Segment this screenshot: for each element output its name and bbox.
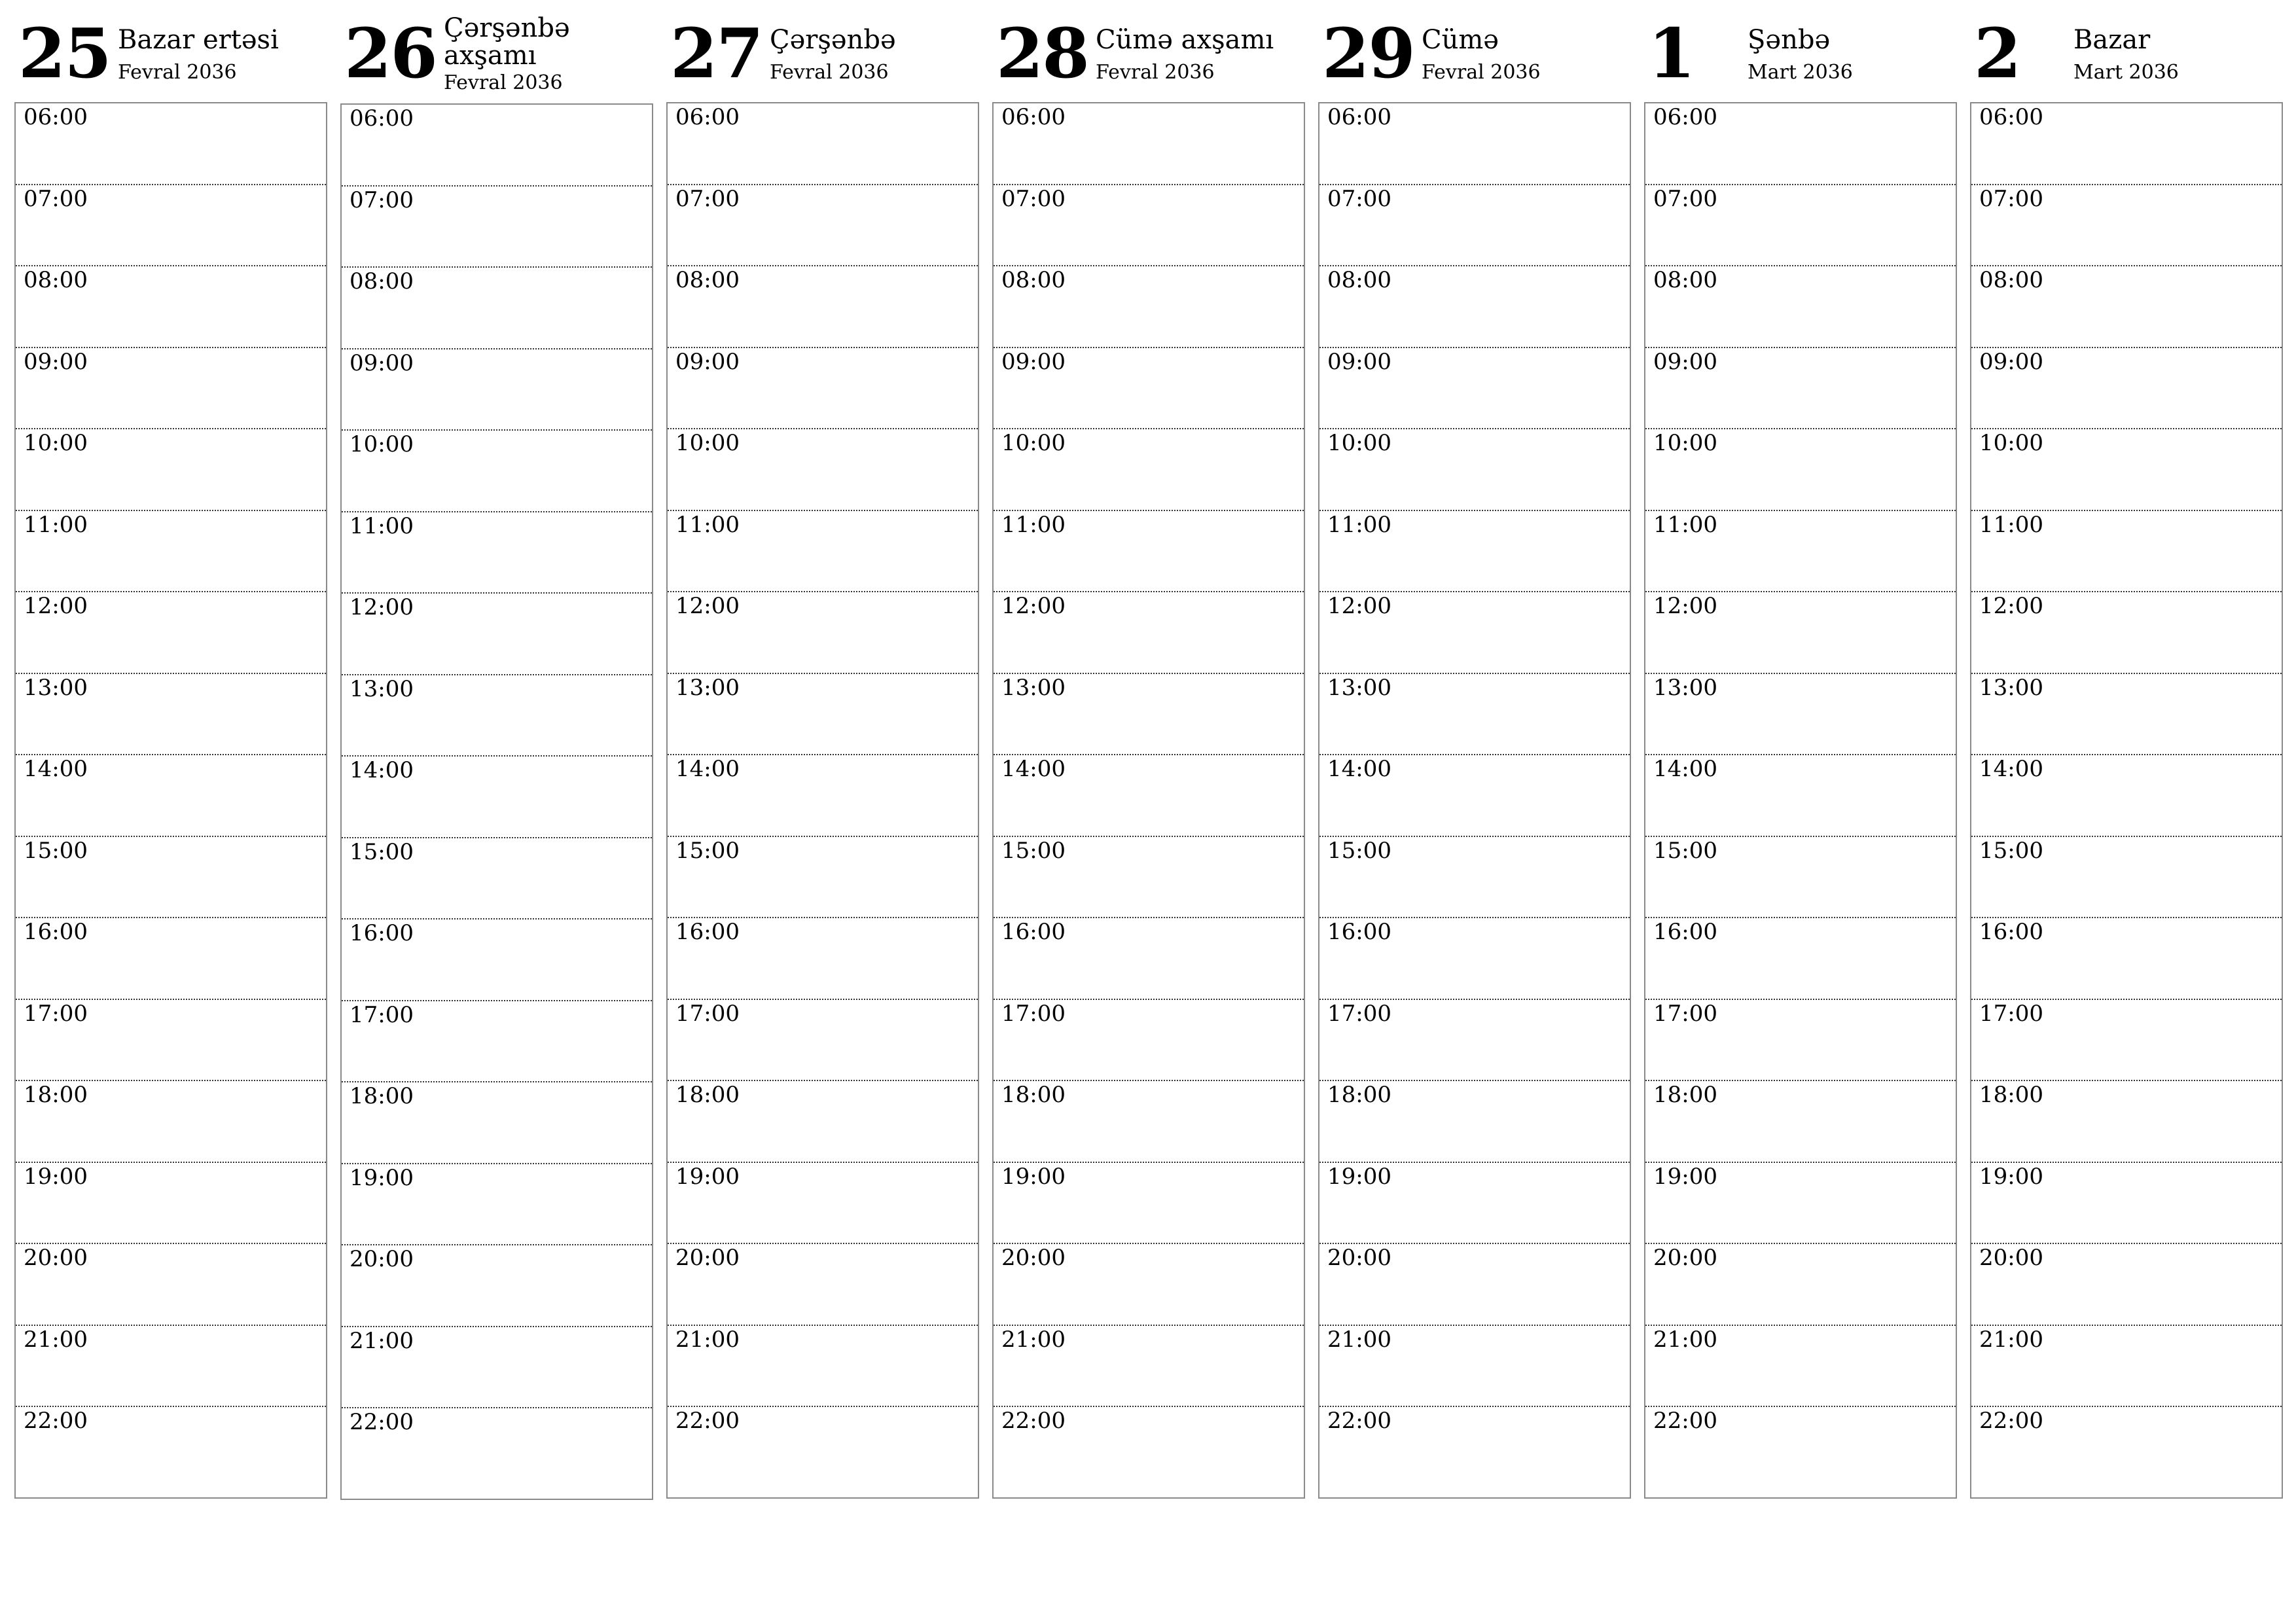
time-slot[interactable] <box>1971 103 2282 185</box>
time-label: 17:00 <box>24 1000 88 1027</box>
time-label: 06:00 <box>1979 104 2043 130</box>
time-label: 09:00 <box>1653 348 1717 375</box>
time-slot[interactable] <box>1319 429 1630 511</box>
time-label: 14:00 <box>24 756 88 782</box>
time-label: 18:00 <box>1979 1082 2043 1108</box>
time-slot[interactable] <box>994 511 1304 593</box>
time-label: 12:00 <box>24 593 88 619</box>
time-slot[interactable] <box>1971 837 2282 919</box>
time-slot[interactable] <box>1319 185 1630 267</box>
time-slot[interactable] <box>342 1245 652 1327</box>
day-header <box>992 0 1305 102</box>
time-label: 20:00 <box>1653 1245 1717 1271</box>
time-slot[interactable] <box>16 511 326 593</box>
time-label: 06:00 <box>24 104 88 130</box>
time-label: 16:00 <box>1001 919 1066 945</box>
time-slot[interactable] <box>16 1407 326 1497</box>
time-slot[interactable] <box>342 594 652 675</box>
time-label: 16:00 <box>1653 919 1717 945</box>
time-slot[interactable] <box>1319 918 1630 1000</box>
time-slot[interactable] <box>1645 511 1956 593</box>
time-label: 08:00 <box>1979 267 2043 293</box>
time-slot[interactable] <box>1645 1081 1956 1163</box>
time-label: 15:00 <box>24 837 88 864</box>
time-label: 22:00 <box>1327 1408 1391 1434</box>
time-label: 07:00 <box>1979 185 2043 212</box>
time-slot[interactable] <box>16 185 326 267</box>
time-label: 14:00 <box>675 756 740 782</box>
time-slot[interactable] <box>994 918 1304 1000</box>
time-slot[interactable] <box>1645 755 1956 837</box>
time-label: 12:00 <box>350 594 414 620</box>
time-label: 10:00 <box>24 430 88 456</box>
time-slot[interactable] <box>1971 1163 2282 1245</box>
time-label: 20:00 <box>350 1246 414 1272</box>
day-header <box>1970 0 2283 102</box>
day-header <box>666 0 979 102</box>
time-label: 09:00 <box>1001 348 1066 375</box>
time-slot[interactable] <box>1971 755 2282 837</box>
time-slot[interactable] <box>342 268 652 349</box>
time-slot[interactable] <box>1971 1407 2282 1497</box>
day-header <box>1644 0 1957 102</box>
time-label: 08:00 <box>24 267 88 293</box>
time-slot[interactable] <box>668 266 978 348</box>
time-label: 13:00 <box>24 674 88 701</box>
time-slot[interactable] <box>16 755 326 837</box>
time-label: 18:00 <box>1327 1082 1391 1108</box>
time-label: 11:00 <box>1653 511 1717 538</box>
time-label: 20:00 <box>1001 1245 1066 1271</box>
time-slot[interactable] <box>668 918 978 1000</box>
time-slot[interactable] <box>994 1000 1304 1082</box>
hour-grid <box>14 102 327 1499</box>
time-label: 15:00 <box>1653 837 1717 864</box>
day-name: Bazar <box>2073 25 2151 55</box>
time-label: 18:00 <box>1001 1082 1066 1108</box>
day-number: 1 <box>1648 13 1695 94</box>
day-header <box>14 0 327 102</box>
time-slot[interactable] <box>668 837 978 919</box>
month-label: Fevral 2036 <box>1096 61 1215 84</box>
time-slot[interactable] <box>1645 266 1956 348</box>
time-label: 18:00 <box>24 1082 88 1108</box>
time-slot[interactable] <box>16 837 326 919</box>
time-slot[interactable] <box>342 757 652 838</box>
time-slot[interactable] <box>668 755 978 837</box>
time-slot[interactable] <box>668 1244 978 1326</box>
time-slot[interactable] <box>668 429 978 511</box>
time-label: 17:00 <box>675 1000 740 1027</box>
time-slot[interactable] <box>1645 185 1956 267</box>
time-slot[interactable] <box>1971 348 2282 430</box>
time-slot[interactable] <box>994 429 1304 511</box>
time-slot[interactable] <box>16 103 326 185</box>
day-number: 28 <box>996 13 1088 94</box>
time-slot[interactable] <box>342 1408 652 1499</box>
time-label: 14:00 <box>1979 756 2043 782</box>
month-label: Mart 2036 <box>2073 61 2179 84</box>
time-slot[interactable] <box>1971 1244 2282 1326</box>
time-label: 16:00 <box>1327 919 1391 945</box>
time-label: 10:00 <box>1979 430 2043 456</box>
time-slot[interactable] <box>1645 348 1956 430</box>
time-slot[interactable] <box>1645 103 1956 185</box>
month-label: Mart 2036 <box>1748 61 1853 84</box>
time-slot[interactable] <box>668 674 978 756</box>
time-label: 13:00 <box>1653 674 1717 701</box>
day-column <box>14 0 327 1434</box>
time-slot[interactable] <box>1319 348 1630 430</box>
time-slot[interactable] <box>668 1081 978 1163</box>
time-label: 22:00 <box>1653 1408 1717 1434</box>
time-label: 06:00 <box>350 105 414 132</box>
time-label: 08:00 <box>1001 267 1066 293</box>
time-slot[interactable] <box>1645 674 1956 756</box>
time-slot[interactable] <box>342 1001 652 1083</box>
day-column <box>992 0 1305 1434</box>
time-label: 20:00 <box>1979 1245 2043 1271</box>
time-label: 18:00 <box>1653 1082 1717 1108</box>
time-slot[interactable] <box>16 1000 326 1082</box>
time-slot[interactable] <box>1319 1244 1630 1326</box>
time-slot[interactable] <box>1319 755 1630 837</box>
time-label: 14:00 <box>1327 756 1391 782</box>
time-label: 17:00 <box>1979 1000 2043 1027</box>
time-label: 19:00 <box>675 1163 740 1190</box>
time-label: 16:00 <box>1979 919 2043 945</box>
time-label: 22:00 <box>350 1409 414 1435</box>
time-label: 09:00 <box>350 349 414 376</box>
time-slot[interactable] <box>16 1326 326 1408</box>
time-label: 10:00 <box>675 430 740 456</box>
time-label: 22:00 <box>675 1408 740 1434</box>
time-slot[interactable] <box>1645 1000 1956 1082</box>
time-slot[interactable] <box>994 837 1304 919</box>
time-slot[interactable] <box>994 755 1304 837</box>
day-header <box>1318 0 1631 102</box>
time-slot[interactable] <box>342 675 652 757</box>
day-name: Şənbə <box>1748 25 1831 55</box>
time-slot[interactable] <box>1319 1326 1630 1408</box>
day-name: Bazar ertəsi <box>118 25 279 55</box>
time-label: 13:00 <box>675 674 740 701</box>
time-label: 08:00 <box>675 267 740 293</box>
time-slot[interactable] <box>1319 1081 1630 1163</box>
day-name: Çərşənbə <box>770 25 896 55</box>
time-label: 11:00 <box>675 511 740 538</box>
month-label: Fevral 2036 <box>1422 61 1541 84</box>
time-label: 19:00 <box>24 1163 88 1190</box>
time-label: 16:00 <box>24 919 88 945</box>
time-slot[interactable] <box>994 592 1304 674</box>
time-label: 06:00 <box>1653 104 1717 130</box>
time-label: 13:00 <box>1979 674 2043 701</box>
time-label: 21:00 <box>24 1326 88 1353</box>
day-name: Çərşənbə axşamı <box>444 13 570 71</box>
day-column <box>340 0 653 1435</box>
time-slot[interactable] <box>342 105 652 187</box>
time-label: 20:00 <box>24 1245 88 1271</box>
time-slot[interactable] <box>1319 511 1630 593</box>
time-label: 14:00 <box>350 757 414 783</box>
time-label: 21:00 <box>1979 1326 2043 1353</box>
month-label: Fevral 2036 <box>770 61 889 84</box>
time-label: 20:00 <box>1327 1245 1391 1271</box>
time-label: 11:00 <box>350 512 414 539</box>
time-slot[interactable] <box>668 511 978 593</box>
time-label: 07:00 <box>1327 185 1391 212</box>
time-label: 13:00 <box>1327 674 1391 701</box>
time-label: 17:00 <box>1327 1000 1391 1027</box>
time-slot[interactable] <box>668 185 978 267</box>
time-label: 19:00 <box>1001 1163 1066 1190</box>
day-number: 29 <box>1322 13 1414 94</box>
time-label: 11:00 <box>24 511 88 538</box>
time-label: 15:00 <box>1001 837 1066 864</box>
time-slot[interactable] <box>16 429 326 511</box>
time-label: 19:00 <box>1979 1163 2043 1190</box>
time-label: 15:00 <box>1979 837 2043 864</box>
time-label: 06:00 <box>1001 104 1066 130</box>
time-slot[interactable] <box>1645 918 1956 1000</box>
time-slot[interactable] <box>1319 266 1630 348</box>
time-slot[interactable] <box>342 431 652 512</box>
day-name: Cümə <box>1422 25 1499 55</box>
time-slot[interactable] <box>668 103 978 185</box>
time-label: 07:00 <box>350 187 414 213</box>
time-label: 08:00 <box>1653 267 1717 293</box>
time-slot[interactable] <box>1319 1407 1630 1497</box>
time-slot[interactable] <box>342 1327 652 1409</box>
time-label: 11:00 <box>1327 511 1391 538</box>
time-slot[interactable] <box>1971 429 2282 511</box>
time-slot[interactable] <box>668 1407 978 1497</box>
time-slot[interactable] <box>16 592 326 674</box>
time-slot[interactable] <box>1645 1163 1956 1245</box>
time-slot[interactable] <box>16 918 326 1000</box>
time-slot[interactable] <box>994 1326 1304 1408</box>
time-label: 22:00 <box>24 1408 88 1434</box>
day-column <box>1970 0 2283 1434</box>
time-slot[interactable] <box>1645 837 1956 919</box>
time-label: 21:00 <box>1327 1326 1391 1353</box>
time-slot[interactable] <box>668 1326 978 1408</box>
time-slot[interactable] <box>1971 511 2282 593</box>
time-slot[interactable] <box>668 1163 978 1245</box>
time-label: 09:00 <box>675 348 740 375</box>
time-label: 08:00 <box>350 268 414 294</box>
time-label: 15:00 <box>675 837 740 864</box>
time-label: 12:00 <box>1653 593 1717 619</box>
time-slot[interactable] <box>994 185 1304 267</box>
month-label: Fevral 2036 <box>444 71 563 94</box>
time-label: 21:00 <box>1653 1326 1717 1353</box>
time-label: 09:00 <box>1979 348 2043 375</box>
hour-grid <box>992 102 1305 1499</box>
month-label: Fevral 2036 <box>118 61 237 84</box>
time-label: 10:00 <box>350 431 414 457</box>
time-label: 09:00 <box>24 348 88 375</box>
time-slot[interactable] <box>1645 592 1956 674</box>
time-label: 19:00 <box>350 1164 414 1191</box>
day-number: 27 <box>670 13 762 94</box>
day-number: 2 <box>1974 13 2020 94</box>
time-slot[interactable] <box>1645 1244 1956 1326</box>
hour-grid <box>1318 102 1631 1499</box>
time-label: 12:00 <box>1327 593 1391 619</box>
time-slot[interactable] <box>16 1081 326 1163</box>
time-label: 14:00 <box>1001 756 1066 782</box>
time-slot[interactable] <box>342 512 652 594</box>
time-slot[interactable] <box>1971 185 2282 267</box>
time-slot[interactable] <box>668 592 978 674</box>
time-label: 22:00 <box>1979 1408 2043 1434</box>
day-name: Cümə axşamı <box>1096 25 1274 55</box>
time-label: 07:00 <box>1001 185 1066 212</box>
day-number: 26 <box>344 13 437 94</box>
time-label: 21:00 <box>1001 1326 1066 1353</box>
time-slot[interactable] <box>1971 1081 2282 1163</box>
time-slot[interactable] <box>668 348 978 430</box>
time-slot[interactable] <box>994 1163 1304 1245</box>
time-slot[interactable] <box>1645 1407 1956 1497</box>
day-column <box>1644 0 1957 1434</box>
time-slot[interactable] <box>994 1081 1304 1163</box>
hour-grid <box>1644 102 1957 1499</box>
time-slot[interactable] <box>342 1082 652 1164</box>
time-slot[interactable] <box>16 1244 326 1326</box>
time-label: 11:00 <box>1979 511 2043 538</box>
time-label: 15:00 <box>1327 837 1391 864</box>
time-slot[interactable] <box>994 1244 1304 1326</box>
time-slot[interactable] <box>1971 918 2282 1000</box>
day-column <box>666 0 979 1434</box>
time-slot[interactable] <box>1319 1163 1630 1245</box>
time-slot[interactable] <box>1971 592 2282 674</box>
time-slot[interactable] <box>1319 674 1630 756</box>
time-label: 17:00 <box>350 1001 414 1028</box>
time-slot[interactable] <box>994 674 1304 756</box>
time-slot[interactable] <box>342 1164 652 1246</box>
time-slot[interactable] <box>1645 1326 1956 1408</box>
time-label: 21:00 <box>350 1327 414 1354</box>
time-slot[interactable] <box>1971 674 2282 756</box>
time-label: 14:00 <box>1653 756 1717 782</box>
time-label: 06:00 <box>1327 104 1391 130</box>
time-slot[interactable] <box>16 266 326 348</box>
time-slot[interactable] <box>1319 1000 1630 1082</box>
time-slot[interactable] <box>16 1163 326 1245</box>
time-label: 07:00 <box>1653 185 1717 212</box>
time-label: 16:00 <box>350 920 414 946</box>
time-slot[interactable] <box>1645 429 1956 511</box>
time-slot[interactable] <box>1971 266 2282 348</box>
time-label: 12:00 <box>675 593 740 619</box>
time-slot[interactable] <box>1319 592 1630 674</box>
hour-grid <box>666 102 979 1499</box>
time-slot[interactable] <box>16 348 326 430</box>
time-label: 18:00 <box>675 1082 740 1108</box>
time-slot[interactable] <box>342 187 652 268</box>
time-label: 09:00 <box>1327 348 1391 375</box>
time-slot[interactable] <box>994 1407 1304 1497</box>
time-slot[interactable] <box>1971 1326 2282 1408</box>
time-label: 22:00 <box>1001 1408 1066 1434</box>
time-label: 06:00 <box>675 104 740 130</box>
time-slot[interactable] <box>16 674 326 756</box>
time-slot[interactable] <box>1971 1000 2282 1082</box>
day-number: 25 <box>18 13 111 94</box>
time-slot[interactable] <box>668 1000 978 1082</box>
time-label: 13:00 <box>1001 674 1066 701</box>
time-label: 10:00 <box>1653 430 1717 456</box>
time-label: 12:00 <box>1979 593 2043 619</box>
time-label: 13:00 <box>350 675 414 702</box>
time-label: 12:00 <box>1001 593 1066 619</box>
time-label: 11:00 <box>1001 511 1066 538</box>
time-label: 16:00 <box>675 919 740 945</box>
time-label: 07:00 <box>24 185 88 212</box>
time-slot[interactable] <box>342 349 652 431</box>
time-label: 17:00 <box>1001 1000 1066 1027</box>
time-label: 08:00 <box>1327 267 1391 293</box>
hour-grid <box>1970 102 2283 1499</box>
time-slot[interactable] <box>994 348 1304 430</box>
time-slot[interactable] <box>342 919 652 1001</box>
day-column <box>1318 0 1631 1434</box>
time-label: 15:00 <box>350 838 414 865</box>
time-label: 20:00 <box>675 1245 740 1271</box>
time-label: 19:00 <box>1653 1163 1717 1190</box>
time-slot[interactable] <box>1319 837 1630 919</box>
time-label: 19:00 <box>1327 1163 1391 1190</box>
time-label: 21:00 <box>675 1326 740 1353</box>
day-header <box>340 0 653 102</box>
time-slot[interactable] <box>994 266 1304 348</box>
time-label: 17:00 <box>1653 1000 1717 1027</box>
time-slot[interactable] <box>1319 103 1630 185</box>
time-label: 10:00 <box>1327 430 1391 456</box>
time-slot[interactable] <box>994 103 1304 185</box>
time-label: 18:00 <box>350 1083 414 1109</box>
time-slot[interactable] <box>342 838 652 920</box>
hour-grid <box>340 103 653 1500</box>
time-label: 10:00 <box>1001 430 1066 456</box>
time-label: 07:00 <box>675 185 740 212</box>
